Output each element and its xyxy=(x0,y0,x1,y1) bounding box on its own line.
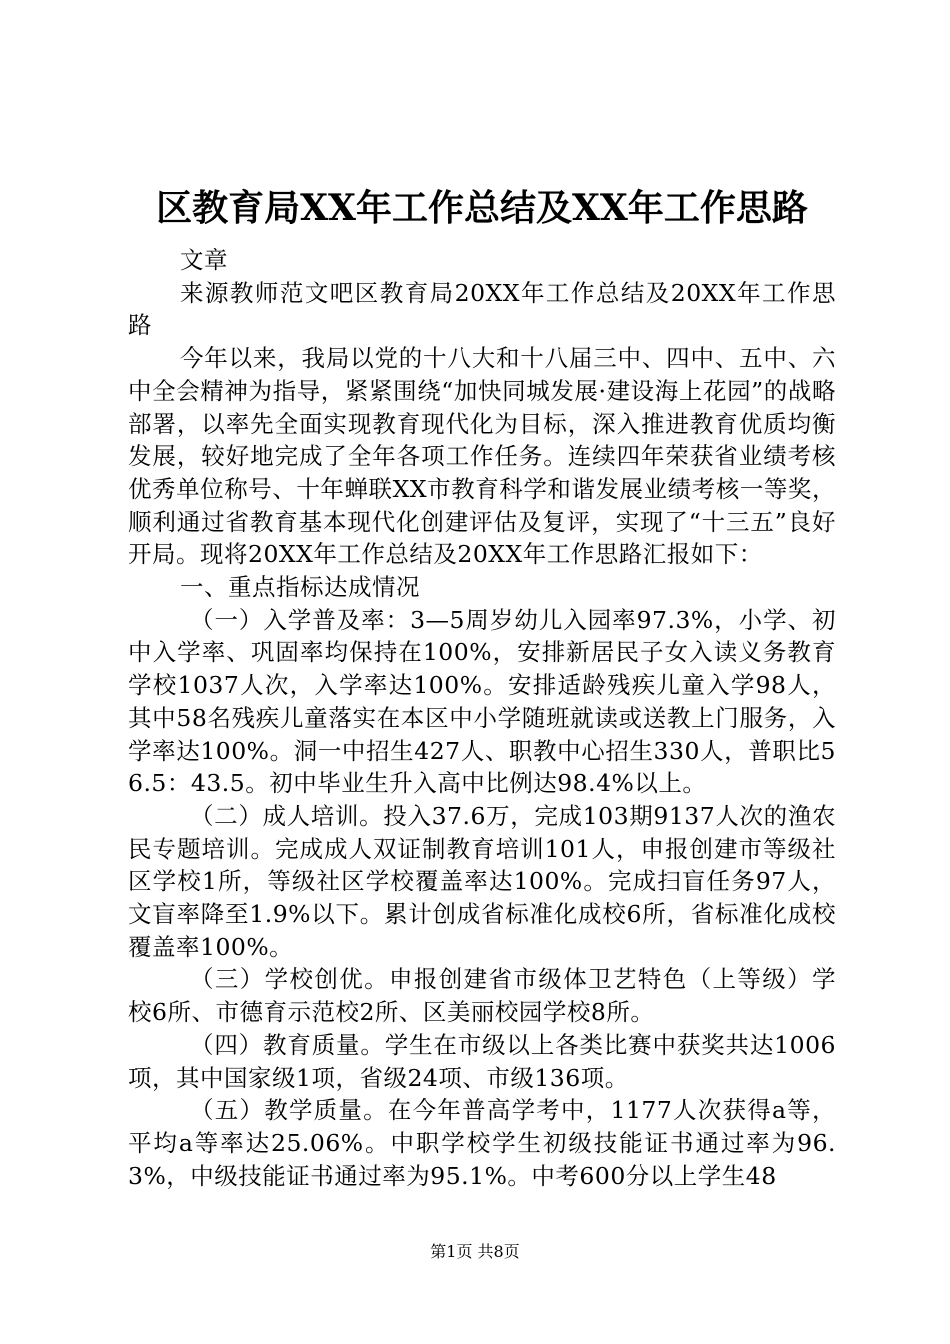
document-title: 区教育局XX年工作总结及XX年工作思路 xyxy=(156,187,808,229)
paragraph: （三）学校创优。申报创建省市级体卫艺特色（上等级）学校6所、市德育示范校2所、区美丽校园学校8所。 xyxy=(128,965,836,1027)
paragraph: （五）教学质量。在今年普高学考中，1177人次获得a等，平均a等率达25.06%。中职学校学生初级技能证书通过率为96.3%，中级技能证书通过率为95.1%。中考600分以上学生48 xyxy=(128,1096,836,1190)
paragraph: 今年以来，我局以党的十八大和十八届三中、四中、五中、六中全会精神为指导，紧紧围绕“加快同城发展·建设海上花园”的战略部署，以率先全面实现教育现代化为目标，深入推进教育优质均衡发展，较好地完成了全年各项工作任务。连续四年荣获省业绩考核优秀单位称号、十年蝉联XX市教育科学和谐发展业绩考核一等奖，顺利通过省教育基本现代化创建评估及复评，实现了“十三五”良好开局。现将20XX年工作总结及20XX年工作思路汇报如下： xyxy=(128,344,836,569)
section-heading: 一、重点指标达成情况 xyxy=(180,573,420,602)
paragraph: 来源教师范文吧区教育局20XX年工作总结及20XX年工作思路 xyxy=(128,278,836,340)
paragraph: 文章 xyxy=(180,246,228,274)
page-footer: 第1页 共8页 xyxy=(430,1242,520,1261)
paragraph: （二）成人培训。投入37.6万，完成103期9137人次的渔农民专题培训。完成成人双证制教育培训101人，申报创建市等级社区学校1所，等级社区学校覆盖率达100%。完成扫盲任务97人，文盲率降至1.9%以下。累计创成省标准化成校6所，省标准化成校覆盖率100%。 xyxy=(128,801,836,961)
document-page xyxy=(128,178,836,1192)
paragraph: （一）入学普及率：3—5周岁幼儿入园率97.3%，小学、初中入学率、巩固率均保持在100%，安排新居民子女入读义务教育学校1037人次，入学率达100%。安排适龄残疾儿童入学98人，其中58名残疾儿童落实在本区中小学随班就读或送教上门服务，入学率达100%。洞一中招生427人、职教中心招生330人，普职比56.5：43.5。初中毕业生升入高中比例达98.4%以上。 xyxy=(128,605,836,798)
document-body xyxy=(128,244,836,1192)
paragraph: （四）教育质量。学生在市级以上各类比赛中获奖共达1006项，其中国家级1项，省级24项、市级136项。 xyxy=(128,1030,836,1092)
